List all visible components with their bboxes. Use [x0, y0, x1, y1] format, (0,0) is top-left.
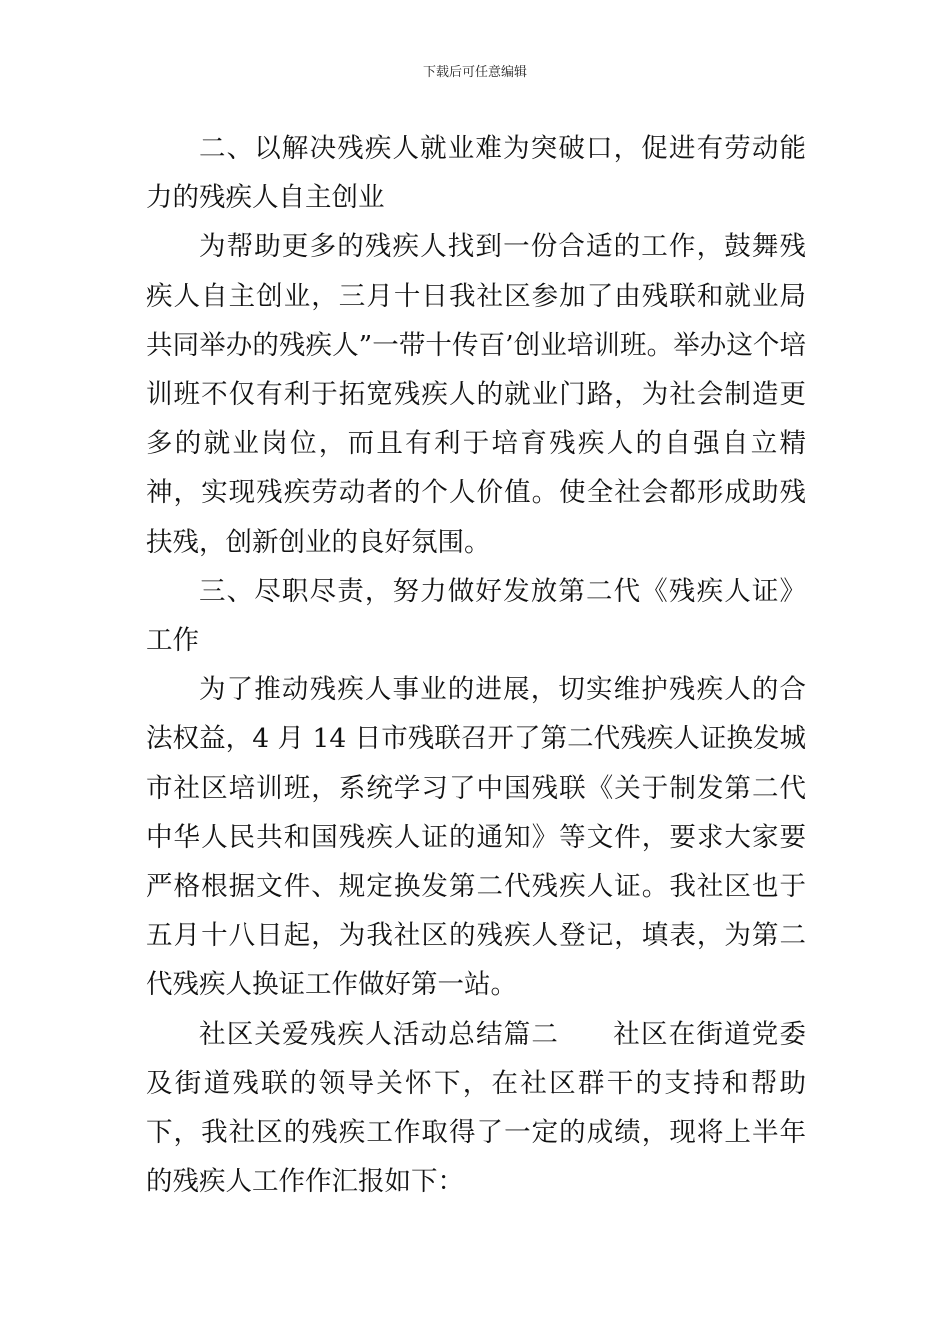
section-heading-2: 二、以解决残疾人就业难为突破口，促进有劳动能力的残疾人自主创业: [146, 133, 806, 214]
summary-part-two-title: 社区关爱残疾人活动总结篇二: [199, 1018, 560, 1050]
body-paragraph: 为了推动残疾人事业的进展，切实维护残疾人的合法权益，4 月 14 日市残联召开了第二代残疾人证换发城市社区培训班，系统学习了中国残联《关于制发第二代中华人民共和国残疾人证的通知》等文件，要求大家要严格根据文件、规定换发第二代残疾人证。我社区也于五月十八日起，为我社区的残疾人登记，填表，为第二代残疾人换证工作做好第一站。: [146, 674, 806, 1001]
summary-part-two-intro: 社区在街道党委及街道残联的领导关怀下，在社区群干的支持和帮助下，我社区的残疾工作取得了一定的成绩，现将上半年的残疾人工作作汇报如下：: [146, 1018, 807, 1198]
body-paragraph: 为帮助更多的残疾人找到一份合适的工作，鼓舞残疾人自主创业，三月十日我社区参加了由残联和就业局共同举办的残疾人”一带十传百’创业培训班。举办这个培训班不仅有利于拓宽残疾人的就业门路，为社会制造更多的就业岗位，而且有利于培育残疾人的自强自立精神，实现残疾劳动者的个人价值。使全社会都形成助残扶残，创新创业的良好氛围。: [146, 231, 806, 558]
page-header-note: 下载后可任意编辑: [422, 65, 527, 80]
section-heading-3: 三、尽职尽责，努力做好发放第二代《残疾人证》工作: [146, 575, 806, 657]
summary-part-two-paragraph: [146, 1010, 806, 1207]
document-body: [146, 124, 806, 1206]
